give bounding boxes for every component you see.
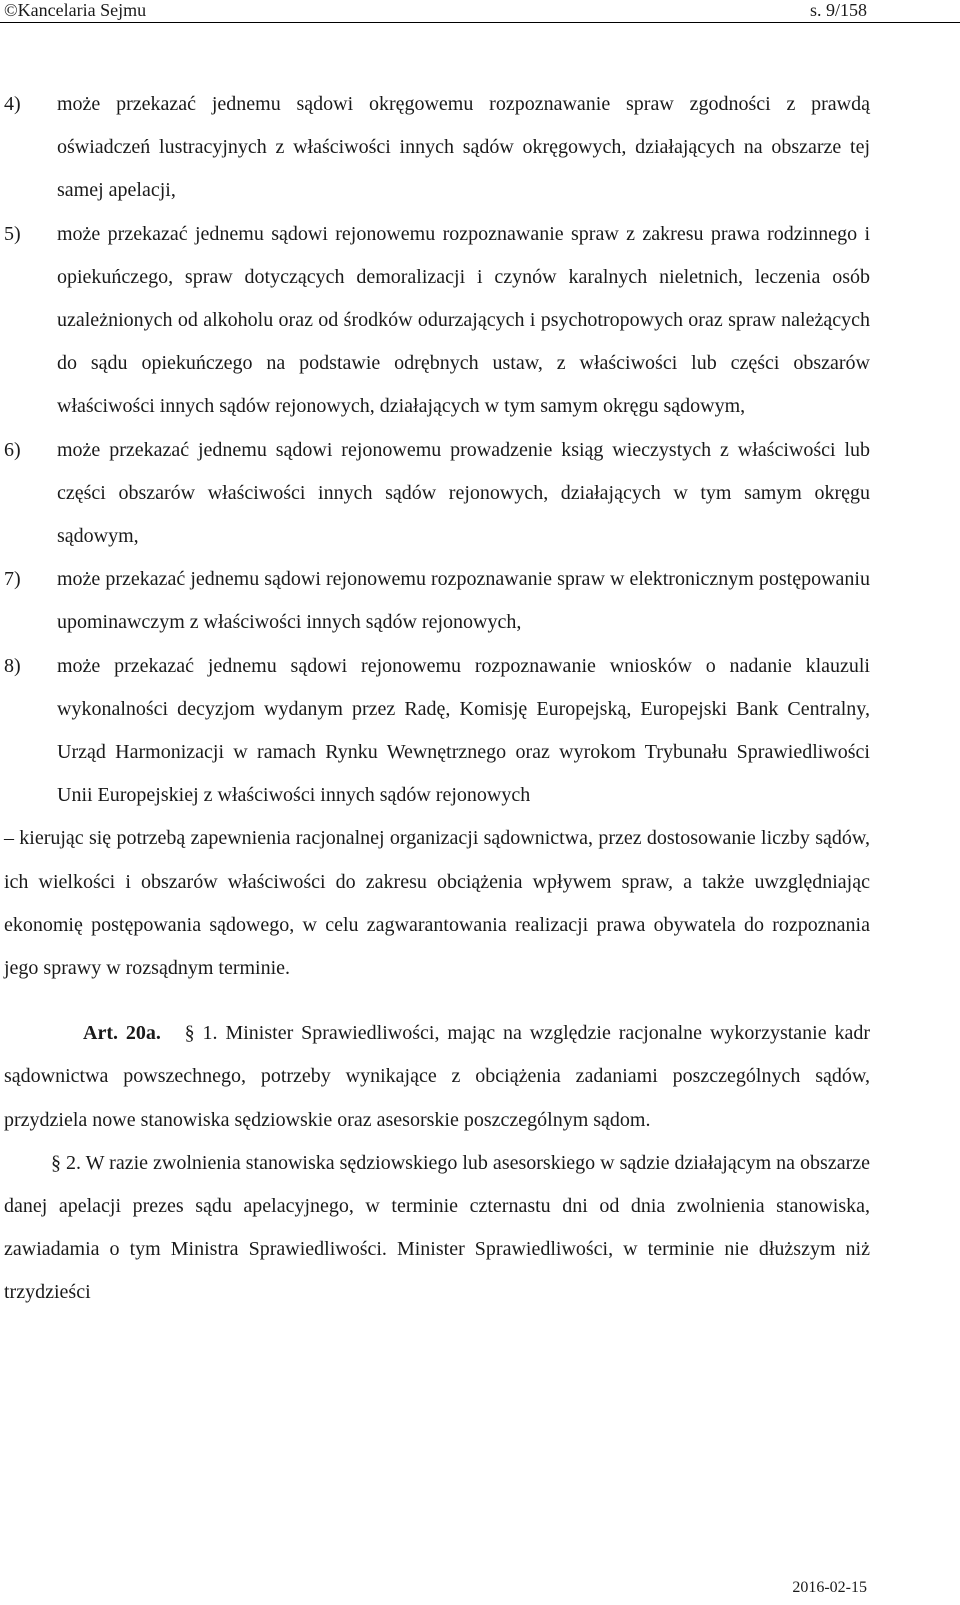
list-item-text: może przekazać jednemu sądowi rejonowemu rozpoznawanie spraw w elektronicznym postępowaniu upominawczym z właściwości innych sądów rejonowych, [57, 568, 870, 634]
header-divider [0, 22, 960, 23]
section-label: § 2. [51, 1151, 81, 1174]
list-item [0, 83, 870, 213]
list-item-number: 6) [4, 438, 21, 461]
list-item-text: może przekazać jednemu sądowi rejonowemu rozpoznawanie wniosków o nadanie klauzuli wykonalności decyzjom wydanym przez Radę, Komisję Europejską, Europejski Bank Centralny, Urząd Harmonizacji w ramach Rynku Wewnętrznego oraz wyrokom Trybunału Sprawiedliwości Unii Europejskiej z właściwości innych sądów rejonowych [57, 654, 870, 807]
section-text: Minister Sprawiedliwości, mając na względzie racjonalne wykorzystanie kadr sądownictwa powszechnego, potrzeby wynikające z obciążenia zadaniami poszczególnych sądów, przydziela nowe stanowiska sędziowskie oraz asesorskie poszczególnym sądom. [4, 1022, 871, 1131]
list-item-number: 8) [4, 654, 21, 677]
section-text: W razie zwolnienia stanowiska sędziowskiego lub asesorskiego w sądzie działającym na obszarze danej apelacji prezes sądu apelacyjnego, w terminie czternastu dni od dnia zwolnienia stanowiska, zawiadamia o tym Ministra Sprawiedliwości. Minister Sprawiedliwości, w terminie nie dłuższym niż trzydzieści [4, 1151, 870, 1304]
list-item-text: może przekazać jednemu sądowi rejonowemu rozpoznawanie spraw z zakresu prawa rodzinnego i opiekuńczego, spraw dotyczących demoralizacji i czynów karalnych nieletnich, leczenia osób uzależnionych od alkoholu oraz od środków odurzających i psychotropowych oraz spraw należących do sądu opiekuńczego na podstawie odrębnych ustaw, z właściwości lub części obszarów właściwości innych sądów rejonowych, działających w tym samym okręgu sądowym, [57, 222, 870, 418]
page-header [0, 0, 960, 22]
list-item [0, 429, 870, 559]
header-page-number: s. 9/158 [809, 0, 867, 20]
header-publisher: ©Kancelaria Sejmu [4, 0, 147, 20]
list-item-text: może przekazać jednemu sądowi rejonowemu prowadzenie ksiąg wieczystych z właściwości lub części obszarów właściwości innych sądów rejonowych, działających w tym samym okręgu sądowym, [57, 438, 870, 548]
list-item [0, 213, 870, 429]
list-item [0, 558, 870, 644]
footer-date: 2016-02-15 [792, 1579, 867, 1596]
list-item-number: 5) [4, 222, 21, 245]
list-item-number: 7) [4, 568, 21, 591]
article-paragraph-2 [0, 1142, 870, 1315]
list-item [0, 645, 870, 818]
article-paragraph-1 [0, 1012, 870, 1142]
list-item-text: może przekazać jednemu sądowi okręgowemu rozpoznawanie spraw zgodności z prawdą oświadczeń lustracyjnych z właściwości innych sądów okręgowych, działających na obszarze tej samej apelacji, [57, 93, 870, 202]
section-label: § 1. [184, 1022, 218, 1045]
list-item-number: 4) [4, 93, 21, 115]
article-label: Art. 20a. [83, 1022, 161, 1045]
document-body [0, 83, 870, 1315]
closing-clause: – kierując się potrzebą zapewnienia racjonalnej organizacji sądownictwa, przez dostosowanie liczby sądów, ich wielkości i obszarów właściwości do zakresu obciążenia wpływem spraw, a także uwzględniając ekonomię postępowania sądowego, w celu zagwarantowania realizacji prawa obywatela do rozpoznania jego sprawy w rozsądnym terminie. [4, 827, 870, 980]
